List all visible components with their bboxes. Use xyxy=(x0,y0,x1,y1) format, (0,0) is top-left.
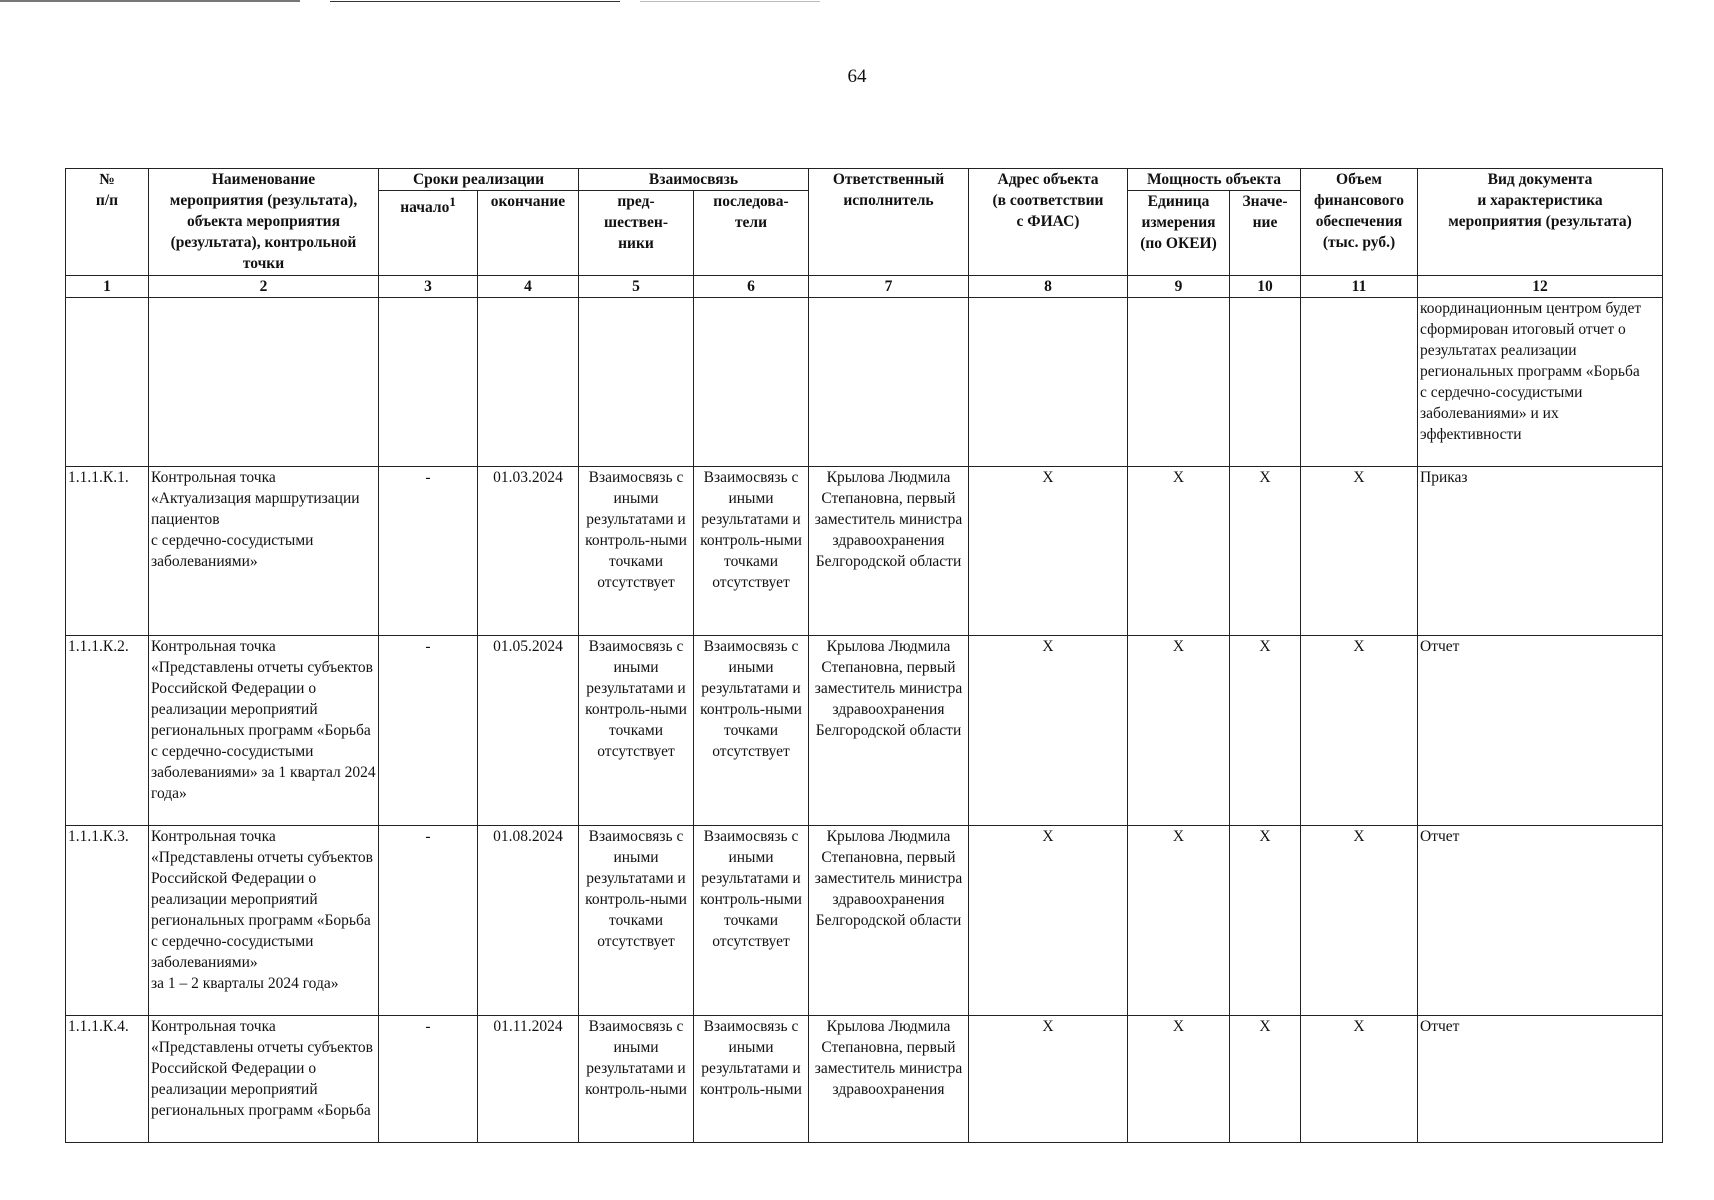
row-value: Х xyxy=(1230,467,1301,636)
column-number: 9 xyxy=(1128,276,1230,298)
row-document: Отчет xyxy=(1418,636,1663,826)
row-end: 01.03.2024 xyxy=(478,467,579,636)
table-cell xyxy=(694,298,809,467)
header-successors: последова- тели xyxy=(694,191,809,276)
header-financing: Объем финансового обеспечения (тыс. руб.) xyxy=(1301,169,1418,276)
row-number: 1.1.1.К.1. xyxy=(66,467,149,636)
document-cell: координационным центром будет сформирован итоговый отчет о результатах реализации региональных программ «Борьба с сердечно-сосудистыми заболеваниями» и их эффективности xyxy=(1418,298,1663,467)
row-responsible: Крылова Людмила Степановна, первый заместитель министра здравоохранения xyxy=(809,1016,969,1143)
row-financing: Х xyxy=(1301,826,1418,1016)
row-document: Приказ xyxy=(1418,467,1663,636)
column-number: 12 xyxy=(1418,276,1663,298)
row-value: Х xyxy=(1230,1016,1301,1143)
table-cell xyxy=(149,298,379,467)
table-cell xyxy=(66,298,149,467)
header-row xyxy=(66,169,1663,191)
row-address: Х xyxy=(969,636,1128,826)
column-number: 1 xyxy=(66,276,149,298)
column-number: 8 xyxy=(969,276,1128,298)
footnote-marker: 1 xyxy=(449,194,456,209)
table-cell xyxy=(1301,298,1418,467)
row-start: - xyxy=(379,826,478,1016)
row-value: Х xyxy=(1230,826,1301,1016)
row-predecessors: Взаимосвязь с иными результатами и контроль-ными xyxy=(579,1016,694,1143)
row-address: Х xyxy=(969,826,1128,1016)
header-name: Наименование мероприятия (результата), объекта мероприятия (результата), контрольной точки xyxy=(149,169,379,276)
header-power-group: Мощность объекта xyxy=(1128,169,1301,191)
row-end: 01.08.2024 xyxy=(478,826,579,1016)
table-cell xyxy=(379,298,478,467)
row-name: Контрольная точка «Представлены отчеты субъектов Российской Федерации о реализации мероприятий региональных программ «Борьба xyxy=(149,1016,379,1143)
activity-plan-table xyxy=(65,168,1663,1143)
row-address: Х xyxy=(969,1016,1128,1143)
table-cell xyxy=(809,298,969,467)
row-financing: Х xyxy=(1301,1016,1418,1143)
page-number: 64 xyxy=(847,66,867,87)
row-end: 01.11.2024 xyxy=(478,1016,579,1143)
column-number: 4 xyxy=(478,276,579,298)
table-row xyxy=(66,1016,1663,1143)
scan-artifact-line xyxy=(0,0,300,2)
header-link-group: Взаимосвязь xyxy=(579,169,809,191)
header-start xyxy=(379,191,478,276)
row-successors: Взаимосвязь с иными результатами и контроль-ными точками отсутствует xyxy=(694,826,809,1016)
row-end: 01.05.2024 xyxy=(478,636,579,826)
header-terms-group: Сроки реализации xyxy=(379,169,579,191)
row-responsible: Крылова Людмила Степановна, первый заместитель министра здравоохранения Белгородской области xyxy=(809,467,969,636)
table-cell xyxy=(1230,298,1301,467)
header-end: окончание xyxy=(478,191,579,276)
row-predecessors: Взаимосвязь с иными результатами и контроль-ными точками отсутствует xyxy=(579,467,694,636)
row-responsible: Крылова Людмила Степановна, первый заместитель министра здравоохранения Белгородской области xyxy=(809,636,969,826)
row-name: Контрольная точка «Представлены отчеты субъектов Российской Федерации о реализации мероприятий региональных программ «Борьба с сердечно-сосудистыми заболеваниями» за 1 квартал 2024 года» xyxy=(149,636,379,826)
row-unit: Х xyxy=(1128,467,1230,636)
row-address: Х xyxy=(969,467,1128,636)
row-predecessors: Взаимосвязь с иными результатами и контроль-ными точками отсутствует xyxy=(579,636,694,826)
header-document: Вид документа и характеристика мероприятия (результата) xyxy=(1418,169,1663,276)
table-cell xyxy=(579,298,694,467)
header-predecessors: пред- шествен- ники xyxy=(579,191,694,276)
row-predecessors: Взаимосвязь с иными результатами и контроль-ными точками отсутствует xyxy=(579,826,694,1016)
row-unit: Х xyxy=(1128,636,1230,826)
header-responsible: Ответственный исполнитель xyxy=(809,169,969,276)
row-successors: Взаимосвязь с иными результатами и контроль-ными xyxy=(694,1016,809,1143)
column-number: 7 xyxy=(809,276,969,298)
row-responsible: Крылова Людмила Степановна, первый заместитель министра здравоохранения Белгородской области xyxy=(809,826,969,1016)
row-document: Отчет xyxy=(1418,1016,1663,1143)
header-start-label: начало xyxy=(400,199,450,217)
table-row-continuation xyxy=(66,298,1663,467)
row-financing: Х xyxy=(1301,467,1418,636)
row-successors: Взаимосвязь с иными результатами и контроль-ными точками отсутствует xyxy=(694,636,809,826)
column-number: 3 xyxy=(379,276,478,298)
column-number: 2 xyxy=(149,276,379,298)
row-successors: Взаимосвязь с иными результатами и контроль-ными точками отсутствует xyxy=(694,467,809,636)
header-unit: Единица измерения (по ОКЕИ) xyxy=(1128,191,1230,276)
header-number: № п/п xyxy=(66,169,149,276)
table-row xyxy=(66,636,1663,826)
table-cell xyxy=(969,298,1128,467)
table-row xyxy=(66,467,1663,636)
row-number: 1.1.1.К.2. xyxy=(66,636,149,826)
table-row xyxy=(66,826,1663,1016)
row-unit: Х xyxy=(1128,826,1230,1016)
row-start: - xyxy=(379,636,478,826)
row-start: - xyxy=(379,467,478,636)
row-document: Отчет xyxy=(1418,826,1663,1016)
table-cell xyxy=(478,298,579,467)
row-start: - xyxy=(379,1016,478,1143)
scan-artifact-line xyxy=(640,1,820,2)
column-number: 6 xyxy=(694,276,809,298)
column-number: 5 xyxy=(579,276,694,298)
row-number: 1.1.1.К.4. xyxy=(66,1016,149,1143)
scan-artifact-line xyxy=(330,1,620,2)
row-name: Контрольная точка «Представлены отчеты субъектов Российской Федерации о реализации мероприятий региональных программ «Борьба с сердечно-сосудистыми заболеваниями» за 1 – 2 кварталы 2024 года» xyxy=(149,826,379,1016)
row-name: Контрольная точка «Актуализация маршрутизации пациентов с сердечно-сосудистыми заболеваниями» xyxy=(149,467,379,636)
column-number: 11 xyxy=(1301,276,1418,298)
row-unit: Х xyxy=(1128,1016,1230,1143)
row-financing: Х xyxy=(1301,636,1418,826)
header-value: Значе- ние xyxy=(1230,191,1301,276)
header-address: Адрес объекта (в соответствии с ФИАС) xyxy=(969,169,1128,276)
table-cell xyxy=(1128,298,1230,467)
row-value: Х xyxy=(1230,636,1301,826)
column-number: 10 xyxy=(1230,276,1301,298)
column-number-row xyxy=(66,276,1663,298)
row-number: 1.1.1.К.3. xyxy=(66,826,149,1016)
